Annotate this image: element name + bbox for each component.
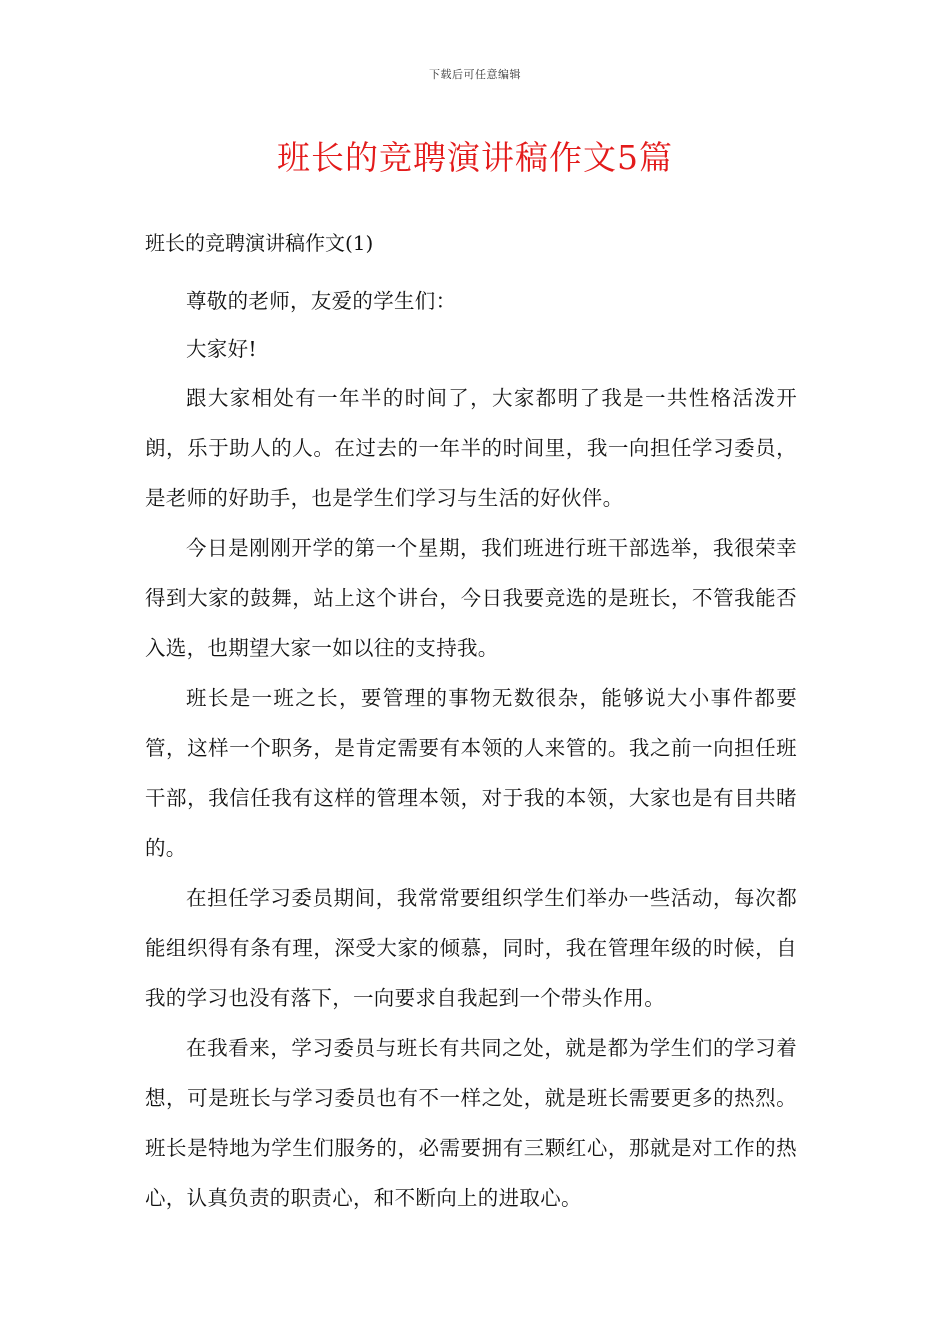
- paragraph-comparison: 在我看来，学习委员与班长有共同之处，就是都为学生们的学习着想，可是班长与学习委员也有不一样之处，就是班长需要更多的热烈。班长是特地为学生们服务的，必需要拥有三颗红心，那就是对工作的热心，认真负责的职责心，和不断向上的进取心。: [145, 1036, 797, 1210]
- paragraph-intro: 跟大家相处有一年半的时间了，大家都明了我是一共性格活泼开朗，乐于助人的人。在过去的一年半的时间里，我一向担任学习委员，是老师的好助手，也是学生们学习与生活的好伙伴。: [145, 386, 797, 510]
- paragraph-experience: 在担任学习委员期间，我常常要组织学生们举办一些活动，每次都能组织得有条有理，深受大家的倾慕，同时，我在管理年级的时候，自我的学习也没有落下，一向要求自我起到一个带头作用。: [145, 886, 797, 1010]
- paragraph-salutation: 尊敬的老师，友爱的学生们：: [186, 289, 457, 313]
- paragraph-role: 班长是一班之长，要管理的事物无数很杂，能够说大小事件都要管，这样一个职务，是肯定需要有本领的人来管的。我之前一向担任班干部，我信任我有这样的管理本领，对于我的本领，大家也是有目共睹的。: [145, 686, 797, 860]
- paragraph-election: 今日是刚刚开学的第一个星期，我们班进行班干部选举，我很荣幸得到大家的鼓舞，站上这个讲台，今日我要竞选的是班长，不管我能否入选，也期望大家一如以往的支持我。: [145, 536, 797, 660]
- header-note: 下载后可任意编辑: [429, 68, 521, 81]
- document-body: [145, 226, 797, 1223]
- section-subtitle: 班长的竞聘演讲稿作文(1): [145, 231, 374, 255]
- paragraph-greeting: 大家好!: [186, 337, 257, 361]
- document-title: 班长的竞聘演讲稿作文5篇: [277, 138, 673, 177]
